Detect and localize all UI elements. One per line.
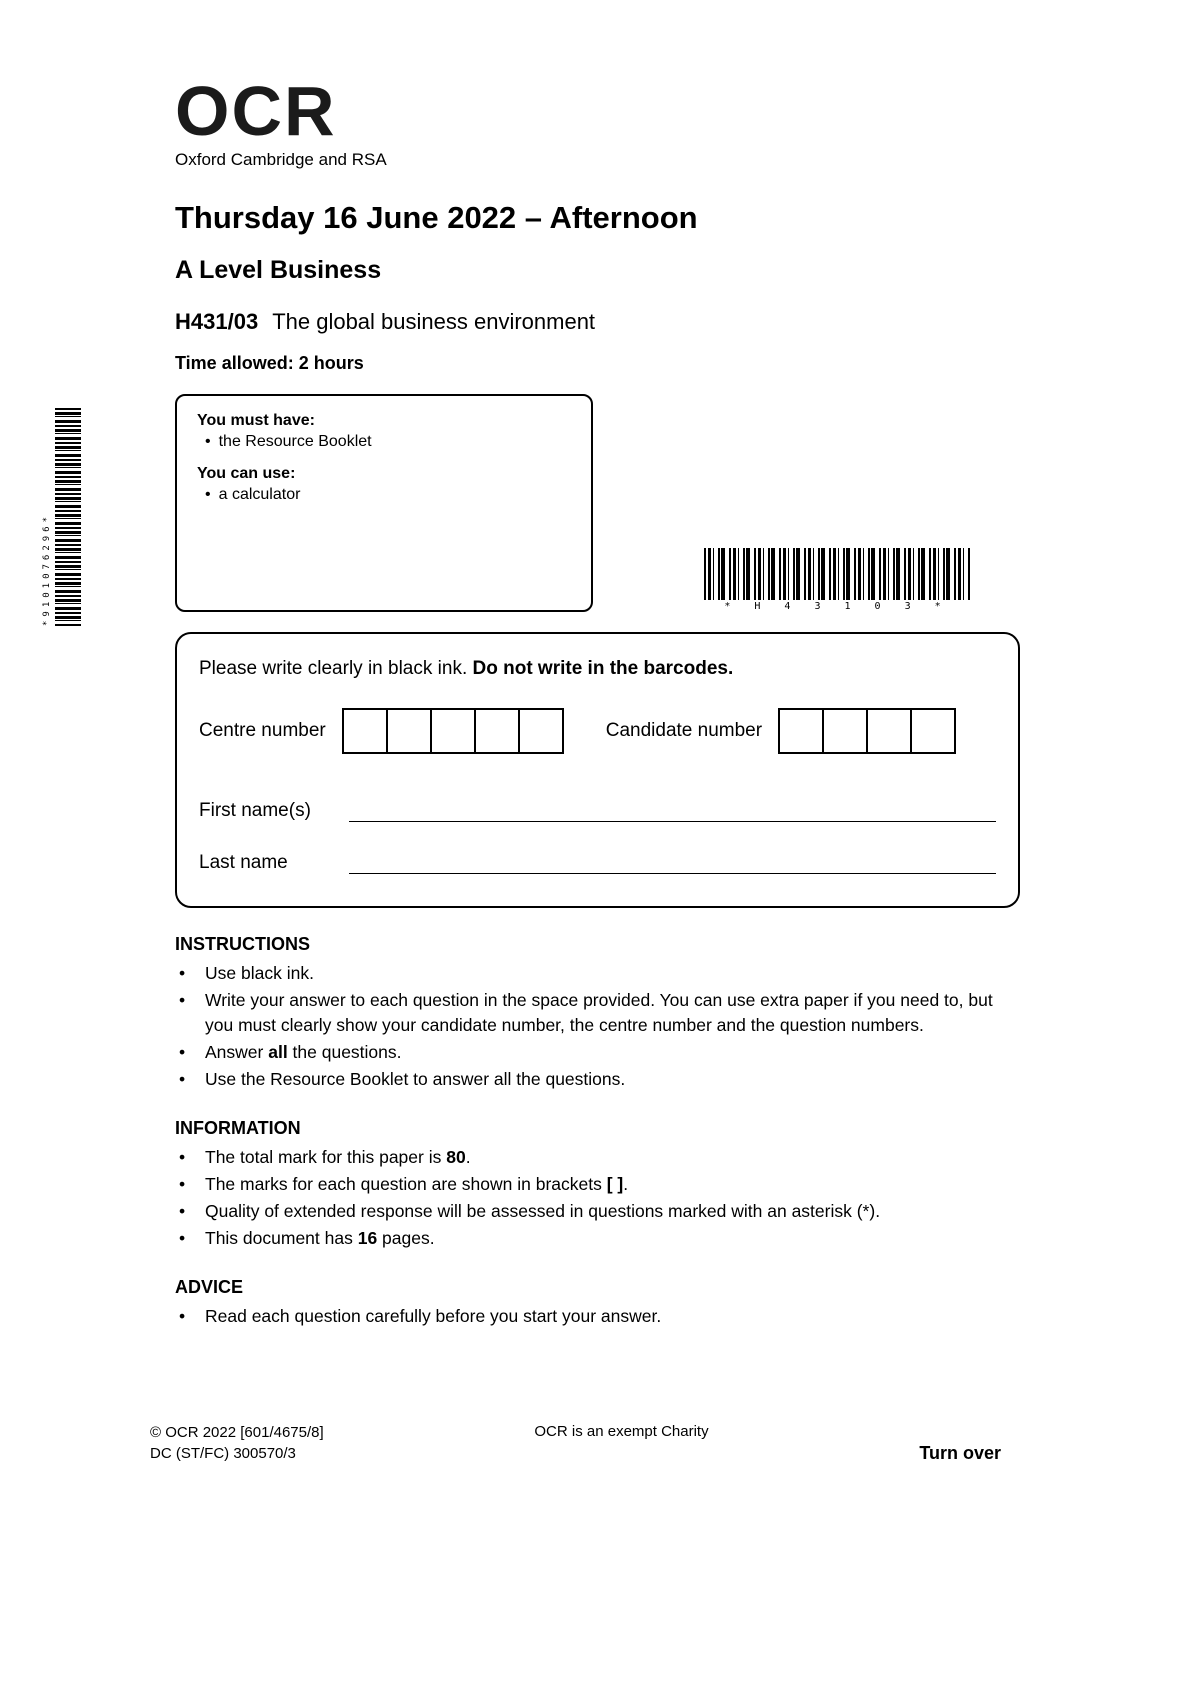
- list-item: [175, 1199, 1020, 1224]
- item-text: Use the Resource Booklet to answer all the questions.: [205, 1069, 626, 1089]
- centre-number-cell[interactable]: [342, 708, 388, 754]
- last-name-row: [199, 848, 996, 874]
- requirements-box: [175, 394, 593, 612]
- must-have-item: [205, 433, 571, 451]
- bullet-icon: •: [205, 486, 211, 503]
- information-heading: INFORMATION: [175, 1118, 301, 1138]
- instructions-list: [175, 961, 1020, 1092]
- left-edge-barcode: [42, 408, 81, 626]
- list-item: [175, 961, 1020, 986]
- must-have-item-text: the Resource Booklet: [218, 433, 372, 450]
- advice-list: [175, 1304, 1020, 1329]
- candidate-number-cell[interactable]: [866, 708, 912, 754]
- centre-number-cell[interactable]: [386, 708, 432, 754]
- list-item: [175, 1145, 1020, 1170]
- first-name-label: First name(s): [199, 800, 311, 821]
- information-list: [175, 1145, 1020, 1251]
- time-allowed: Time allowed: 2 hours: [175, 353, 364, 373]
- paper-name: The global business environment: [272, 309, 596, 334]
- can-use-item: [205, 486, 571, 504]
- centre-number-cells: [342, 708, 564, 754]
- candidate-details-box: [175, 632, 1020, 908]
- list-item: [175, 1304, 1020, 1329]
- bullet-icon: •: [205, 433, 211, 450]
- candidate-number-cell[interactable]: [778, 708, 824, 754]
- centre-number-cell[interactable]: [430, 708, 476, 754]
- list-item: [175, 1226, 1020, 1251]
- instructions-heading: INSTRUCTIONS: [175, 934, 310, 954]
- item-bold: 80: [446, 1147, 466, 1167]
- advice-heading: ADVICE: [175, 1277, 244, 1297]
- paper-code: H431/03: [175, 309, 259, 334]
- item-text: Write your answer to each question in the space provided. You can use extra paper if you need to, but you must clearly show your candidate number, the centre number and the question numbers.: [205, 990, 993, 1035]
- can-use-item-text: a calculator: [218, 486, 301, 503]
- ocr-logo-subtext: Oxford Cambridge and RSA: [175, 150, 387, 169]
- first-name-row: [199, 796, 996, 822]
- item-text: Read each question carefully before you start your answer.: [205, 1306, 662, 1326]
- item-text: the questions.: [287, 1042, 402, 1062]
- charity-text: OCR is an exempt Charity: [534, 1423, 709, 1440]
- item-text: .: [465, 1147, 471, 1167]
- item-text: The total mark for this paper is: [205, 1147, 447, 1167]
- item-bold: [ ]: [606, 1174, 624, 1194]
- centre-number-cell[interactable]: [474, 708, 520, 754]
- numbers-row: [199, 708, 996, 754]
- ocr-logo: [175, 72, 1020, 170]
- item-text: This document has: [205, 1228, 358, 1248]
- qualification-title: A Level Business: [175, 256, 382, 284]
- list-item: [175, 1172, 1020, 1197]
- page-footer: [150, 1422, 1001, 1464]
- centre-number-label: Centre number: [199, 720, 326, 741]
- requirements-row: [175, 394, 1020, 612]
- page-content: [175, 72, 1020, 1331]
- list-item: [175, 988, 1020, 1038]
- main-barcode: [704, 548, 970, 612]
- left-barcode-code: *9101076296*: [42, 512, 52, 626]
- must-have-label: You must have:: [197, 412, 315, 429]
- footer-left: [150, 1422, 324, 1464]
- item-text: The marks for each question are shown in brackets: [205, 1174, 607, 1194]
- copyright-text: © OCR 2022 [601/4675/8]: [150, 1424, 324, 1441]
- ocr-logo-text: OCR: [175, 72, 337, 150]
- item-text: .: [623, 1174, 629, 1194]
- candidate-number-cells: [778, 708, 956, 754]
- list-item: [175, 1040, 1020, 1065]
- candidate-number-label: Candidate number: [605, 720, 763, 741]
- paper-line: [175, 309, 1020, 335]
- item-bold: 16: [357, 1228, 378, 1248]
- turn-over-label: Turn over: [919, 1443, 1001, 1463]
- barcode-stripes-icon: [704, 548, 970, 600]
- instruction-normal: Please write clearly in black ink.: [199, 658, 473, 679]
- can-use-label: You can use:: [197, 465, 296, 482]
- last-name-field[interactable]: [349, 848, 996, 874]
- main-barcode-code: * H 4 3 1 0 3 *: [724, 601, 950, 612]
- item-text: Answer: [205, 1042, 269, 1062]
- item-text: Quality of extended response will be assessed in questions marked with an asterisk (*).: [205, 1201, 881, 1221]
- last-name-label: Last name: [199, 852, 288, 873]
- candidate-number-cell[interactable]: [910, 708, 956, 754]
- barcode-stripes-icon: [55, 408, 81, 626]
- instruction-bold: Do not write in the barcodes.: [472, 658, 734, 679]
- item-text: Use black ink.: [205, 963, 314, 983]
- document-reference: DC (ST/FC) 300570/3: [150, 1445, 296, 1462]
- candidate-number-cell[interactable]: [822, 708, 868, 754]
- first-name-field[interactable]: [349, 796, 996, 822]
- centre-number-cell[interactable]: [518, 708, 564, 754]
- candidate-instruction: [199, 658, 996, 680]
- item-bold: all: [268, 1042, 288, 1062]
- item-text: pages.: [377, 1228, 435, 1248]
- list-item: [175, 1067, 1020, 1092]
- page-title: Thursday 16 June 2022 – Afternoon: [175, 200, 698, 235]
